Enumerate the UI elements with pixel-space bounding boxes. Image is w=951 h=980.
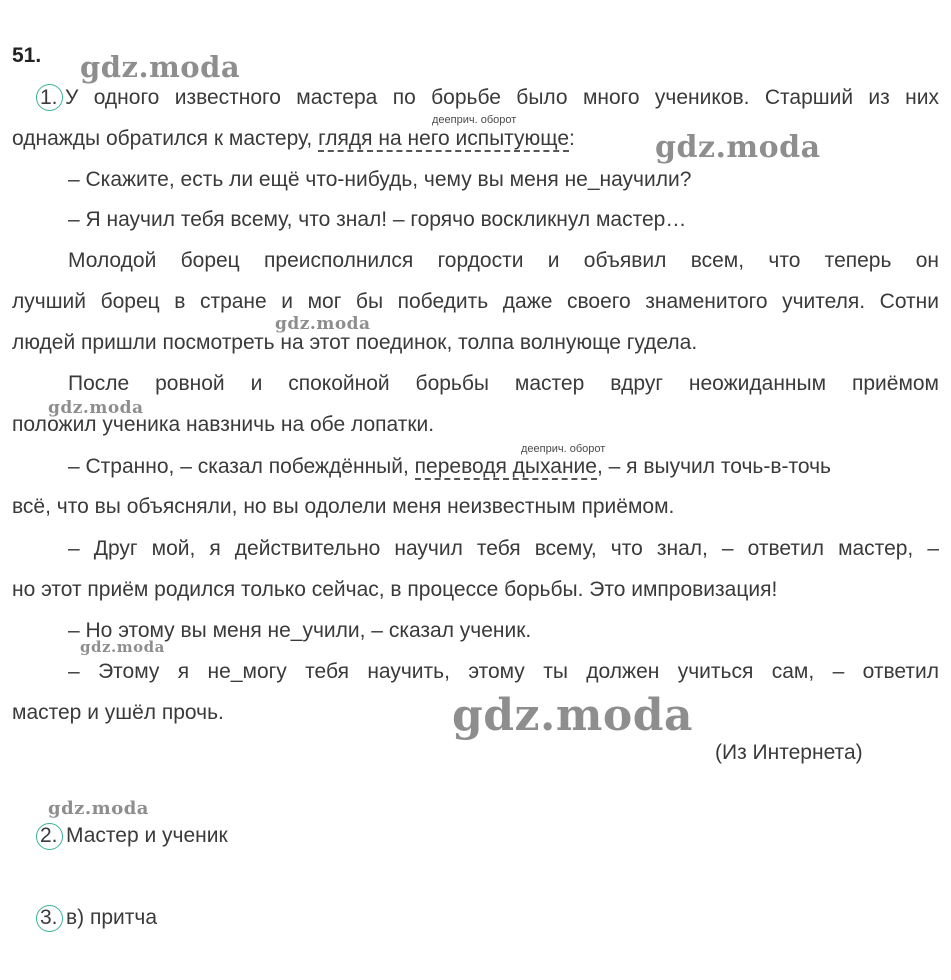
text-line: – Скажите, есть ли ещё что-нибудь, чему вы меня не_научили? [68, 168, 692, 191]
task3-answer: в) притча [66, 906, 158, 929]
task3-marker: 3. [40, 906, 58, 929]
text-line: но этот приём родился только сейчас, в процессе борьбы. Это импровизация! [12, 578, 778, 601]
text-line: всё, что вы объясняли, но вы одолели меня неизвестным приёмом. [12, 495, 675, 518]
watermark: gdz.moda [452, 690, 694, 741]
text-line: У одного известного мастера по борьбе было много учеников. Старший из них [65, 86, 939, 109]
text-line: – Но этому вы меня не_учили, – сказал ученик. [68, 619, 532, 642]
text-line: лучший борец в стране и мог бы победить даже своего знаменитого учителя. Сотни [12, 290, 939, 313]
text-line: После ровной и спокойной борьбы мастер вдруг неожиданным приёмом [68, 372, 939, 395]
participle-phrase: глядя на него испытующе [318, 127, 570, 150]
watermark: gdz.moda [275, 314, 371, 334]
task1-marker: 1. [40, 86, 58, 109]
annotation-participle: дееприч. оборот [521, 443, 606, 455]
text-line: Молодой борец преисполнился гордости и объявил всем, что теперь он [68, 249, 939, 272]
text-line: – Друг мой, я действительно научил тебя всему, что знал, – ответил мастер, – [68, 537, 939, 560]
text-line: мастер и ушёл прочь. [12, 701, 224, 724]
text-line: – Я научил тебя всему, что знал! – горячо воскликнул мастер… [68, 208, 687, 231]
text-line: людей пришли посмотреть на этот поединок, толпа волнующе гудела. [12, 331, 698, 354]
exercise-number: 51. [12, 44, 42, 67]
task2-answer: Мастер и ученик [66, 824, 228, 847]
watermark: gdz.moda [655, 130, 821, 165]
watermark: gdz.moda [48, 798, 149, 819]
source-attribution: (Из Интернета) [715, 741, 863, 764]
text-line: положил ученика навзничь на обе лопатки. [12, 413, 435, 436]
task2-marker: 2. [40, 824, 58, 847]
watermark: gdz.moda [80, 50, 241, 84]
watermark: gdz.moda [80, 638, 165, 656]
text-line: однажды обратился к мастеру, глядя на него испытующе: [12, 127, 575, 150]
annotation-participle: дееприч. оборот [432, 114, 517, 126]
text-line: – Странно, – сказал побеждённый, переводя дыхание, – я выучил точь-в-точь [68, 455, 831, 478]
participle-phrase: переводя дыхание [414, 455, 597, 478]
text-line: – Этому я не_могу тебя научить, этому ты должен учиться сам, – ответил [68, 660, 939, 683]
watermark: gdz.moda [48, 398, 144, 418]
